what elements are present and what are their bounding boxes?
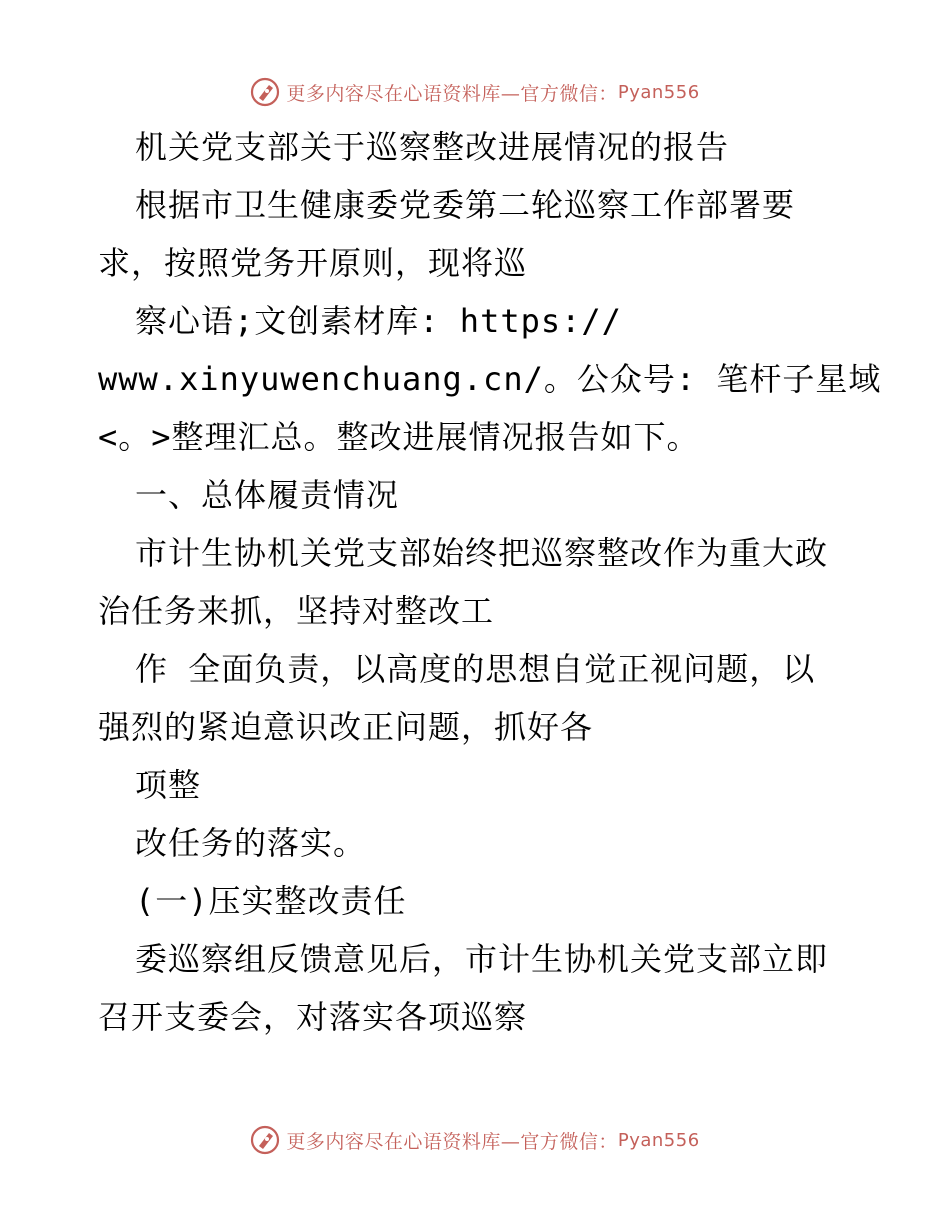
paragraph-line: 召开支委会，对落实各项巡察 [98, 998, 528, 1036]
pen-nib-logo-icon [250, 1125, 280, 1155]
paragraph-line: 根据市卫生健康委党委第二轮巡察工作部署要 [135, 186, 796, 224]
pen-nib-logo-icon [250, 77, 280, 107]
section-heading: 一、总体履责情况 [135, 476, 400, 514]
watermark-text: 更多内容尽在心语资料库—官方微信： [286, 82, 618, 105]
document-title: 机关党支部关于巡察整改进展情况的报告 [135, 128, 730, 166]
watermark-account: Pyan556 [617, 1129, 700, 1151]
paragraph-line: 求，按照党务开原则，现将巡 [98, 244, 528, 282]
header-watermark [0, 72, 950, 112]
watermark-text: 更多内容尽在心语资料库—官方微信： [286, 1130, 618, 1153]
paragraph-line: 察心语;文创素材库: https:// [135, 302, 622, 340]
paragraph-line: 项整 [135, 766, 202, 804]
subsection-heading: (一)压实整改责任 [135, 882, 407, 920]
paragraph-line: <。>整理汇总。整改进展情况报告如下。 [98, 418, 700, 456]
paragraph-line: 市计生协机关党支部始终把巡察整改作为重大政 [135, 534, 829, 572]
paragraph-line: 作 全面负责，以高度的思想自觉正视问题，以 [135, 650, 816, 688]
paragraph-line: 改任务的落实。 [135, 824, 367, 862]
watermark-account: Pyan556 [617, 81, 700, 103]
footer-watermark [0, 1120, 950, 1160]
paragraph-line: 委巡察组反馈意见后，市计生协机关党支部立即 [135, 940, 829, 978]
paragraph-line: www.xinyuwenchuang.cn/。公众号: 笔杆子星域 [98, 360, 882, 398]
paragraph-line: 治任务来抓，坚持对整改工 [98, 592, 495, 630]
paragraph-line: 强烈的紧迫意识改正问题，抓好各 [98, 708, 594, 746]
